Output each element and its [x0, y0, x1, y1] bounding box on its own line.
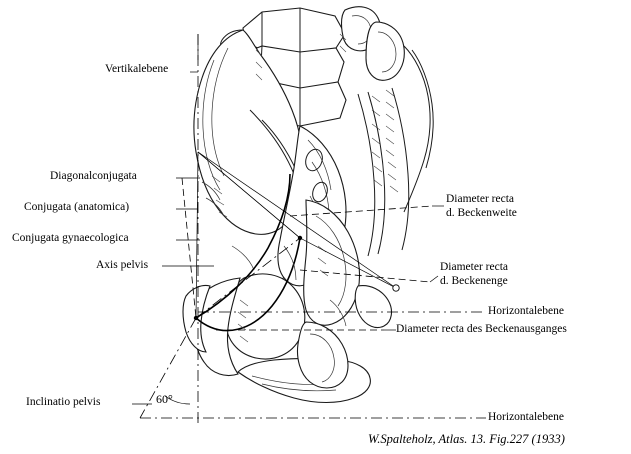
diameter-beckenweite-line [290, 206, 432, 216]
label-diagonalconjugata: Diagonalconjugata [50, 170, 137, 182]
label-conjugata-gynaecologica: Conjugata gynaecologica [12, 232, 129, 244]
label-diameter-beckenweite-line2: d. Beckenweite [446, 206, 517, 219]
label-diameter-beckenenge-line2: d. Beckenenge [440, 274, 508, 287]
angle-label: 60° [156, 392, 173, 406]
label-diameter-beckenausganges: Diameter recta des Beckenausganges [396, 323, 567, 335]
label-diameter-beckenweite-line1: Diameter recta [446, 193, 514, 205]
label-horizontalebene-lower: Horizontalebene [488, 411, 564, 423]
label-vertikalebene: Vertikalebene [105, 63, 169, 75]
label-conjugata-anatomica: Conjugata (anatomica) [24, 201, 130, 213]
diagonalconjugata-line [182, 178, 196, 318]
label-diameter-beckenenge [440, 261, 508, 288]
label-diameter-beckenenge-line1: Diameter recta [440, 261, 508, 273]
label-diameter-beckenweite [446, 193, 517, 220]
label-horizontalebene-upper: Horizontalebene [488, 305, 564, 317]
figure-credit: W.Spalteholz, Atlas. 13. Fig.227 (1933) [368, 432, 565, 446]
axis-pelvis-curve [196, 174, 290, 318]
label-inclinatio-pelvis: Inclinatio pelvis [26, 396, 101, 408]
label-axis-pelvis: Axis pelvis [96, 259, 149, 271]
leader-beckenenge [430, 276, 438, 282]
